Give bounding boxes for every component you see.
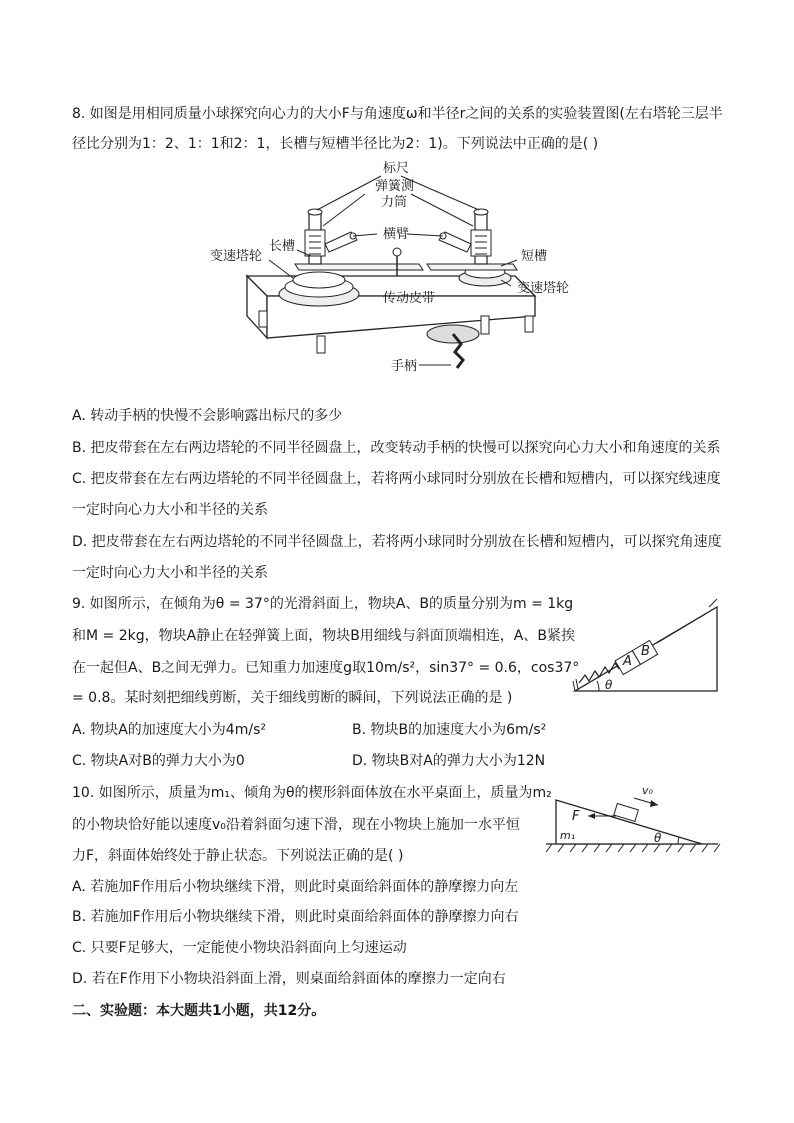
- spring-tube-label-2: 力筒: [381, 195, 408, 210]
- block-b-label: B: [641, 644, 650, 659]
- q10-option-c: C. 只要F足够大，一定能使小物块沿斜面向上匀速运动: [72, 940, 407, 956]
- q9-stem-line3: 在一起但A、B之间无弹力。已知重力加速度g取10m/s²，sin37° = 0.6，cos37°: [72, 660, 580, 676]
- q10-option-d: D. 若在F作用下小物块沿斜面上滑，则桌面给斜面体的摩擦力一定向右: [72, 971, 506, 987]
- q8-option-a: A. 转动手柄的快慢不会影响露出标尺的多少: [72, 408, 343, 424]
- q10-option-a: A. 若施加F作用后小物块继续下滑，则此时桌面给斜面体的静摩擦力向左: [72, 879, 519, 895]
- leg: [259, 311, 267, 327]
- q8-option-d-line1: D. 把皮带套在左右两边塔轮的不同半径圆盘上，若将两小球同时分别放在长槽和短槽内，可以探究角速度: [72, 534, 722, 550]
- leg: [317, 336, 325, 353]
- q10-stem-line2: 的小物块恰好能以速度v₀沿着斜面匀速下滑，现在小物块上施加一水平恒: [72, 817, 520, 833]
- q9-stem-line4: = 0.8。某时刻把细线剪断，关于细线剪断的瞬间，下列说法正确的是 ): [72, 690, 513, 706]
- q8-option-b: B. 把皮带套在左右两边塔轮的不同半径圆盘上，改变转动手柄的快慢可以探究向心力大小和角速度的关系: [72, 440, 721, 456]
- long-slot: [295, 264, 423, 270]
- short-slot-label: 短槽: [521, 249, 548, 264]
- q10-stem-line3: 力F，斜面体始终处于静止状态。下列说法正确的是( ): [72, 848, 404, 864]
- right-pulley-label: 变速塔轮: [517, 281, 570, 296]
- angle-theta-label: θ: [605, 678, 613, 692]
- q8-stem-line2: 径比分别为1：2、1：1和2：1，长槽与短槽半径比为2：1)。下列说法中正确的是( ): [72, 136, 599, 152]
- force-label: F: [572, 809, 580, 824]
- q9-incline-spring-figure: [565, 595, 725, 700]
- crossarm-label: 横臂: [383, 227, 410, 242]
- leg: [525, 316, 533, 332]
- q8-stem-line1: 8. 如图是用相同质量小球探究向心力的大小F与角速度ω和半径r之间的关系的实验装置图(左右塔轮三层半: [72, 106, 723, 122]
- center-ball: [393, 248, 401, 256]
- q8-option-d-line2: 一定时向心力大小和半径的关系: [72, 565, 268, 581]
- q10-wedge-figure: [542, 782, 722, 854]
- mass-label: m₁: [560, 829, 576, 842]
- q10-stem-line1: 10. 如图所示，质量为m₁、倾角为θ的楔形斜面体放在水平桌面上，质量为m₂: [72, 785, 552, 801]
- long-slot-label: 长槽: [269, 239, 296, 254]
- velocity-label: v₀: [642, 784, 653, 797]
- section-two-title: 二、实验题：本大题共1小题，共12分。: [72, 1003, 326, 1019]
- handle-label: 手柄: [391, 359, 418, 374]
- q10-option-b: B. 若施加F作用后小物块继续下滑，则此时桌面给斜面体的静摩擦力向右: [72, 909, 519, 925]
- q9-stem-line1: 9. 如图所示，在倾角为θ = 37°的光滑斜面上，物块A、B的质量分别为m = 1kg: [72, 596, 574, 612]
- q8-option-c-line2: 一定时向心力大小和半径的关系: [72, 502, 268, 518]
- q9-option-d: D. 物块B对A的弹力大小为12N: [352, 753, 546, 769]
- angle-theta-label: θ: [654, 831, 662, 845]
- q8-option-c-line1: C. 把皮带套在左右两边塔轮的不同半径圆盘上，若将两小球同时分别放在长槽和短槽内，可以探究线速度: [72, 471, 721, 487]
- spring-tube-label-1: 弹簧测: [375, 179, 415, 194]
- ruler-label: 标尺: [383, 161, 410, 176]
- q8-centripetal-apparatus-figure: [205, 156, 595, 378]
- q9-option-b: B. 物块B的加速度大小为6m/s²: [352, 722, 547, 738]
- q9-option-c: C. 物块A对B的弹力大小为0: [72, 753, 245, 769]
- left-pulley-label: 变速塔轮: [210, 249, 263, 264]
- belt-label: 传动皮带: [383, 291, 436, 306]
- block-a-label: A: [623, 654, 632, 669]
- leg: [481, 316, 489, 334]
- q9-option-a: A. 物块A的加速度大小为4m/s²: [72, 722, 266, 738]
- q9-stem-line2: 和M = 2kg，物块A静止在轻弹簧上面，物块B用细线与斜面顶端相连，A、B紧挨: [72, 628, 575, 644]
